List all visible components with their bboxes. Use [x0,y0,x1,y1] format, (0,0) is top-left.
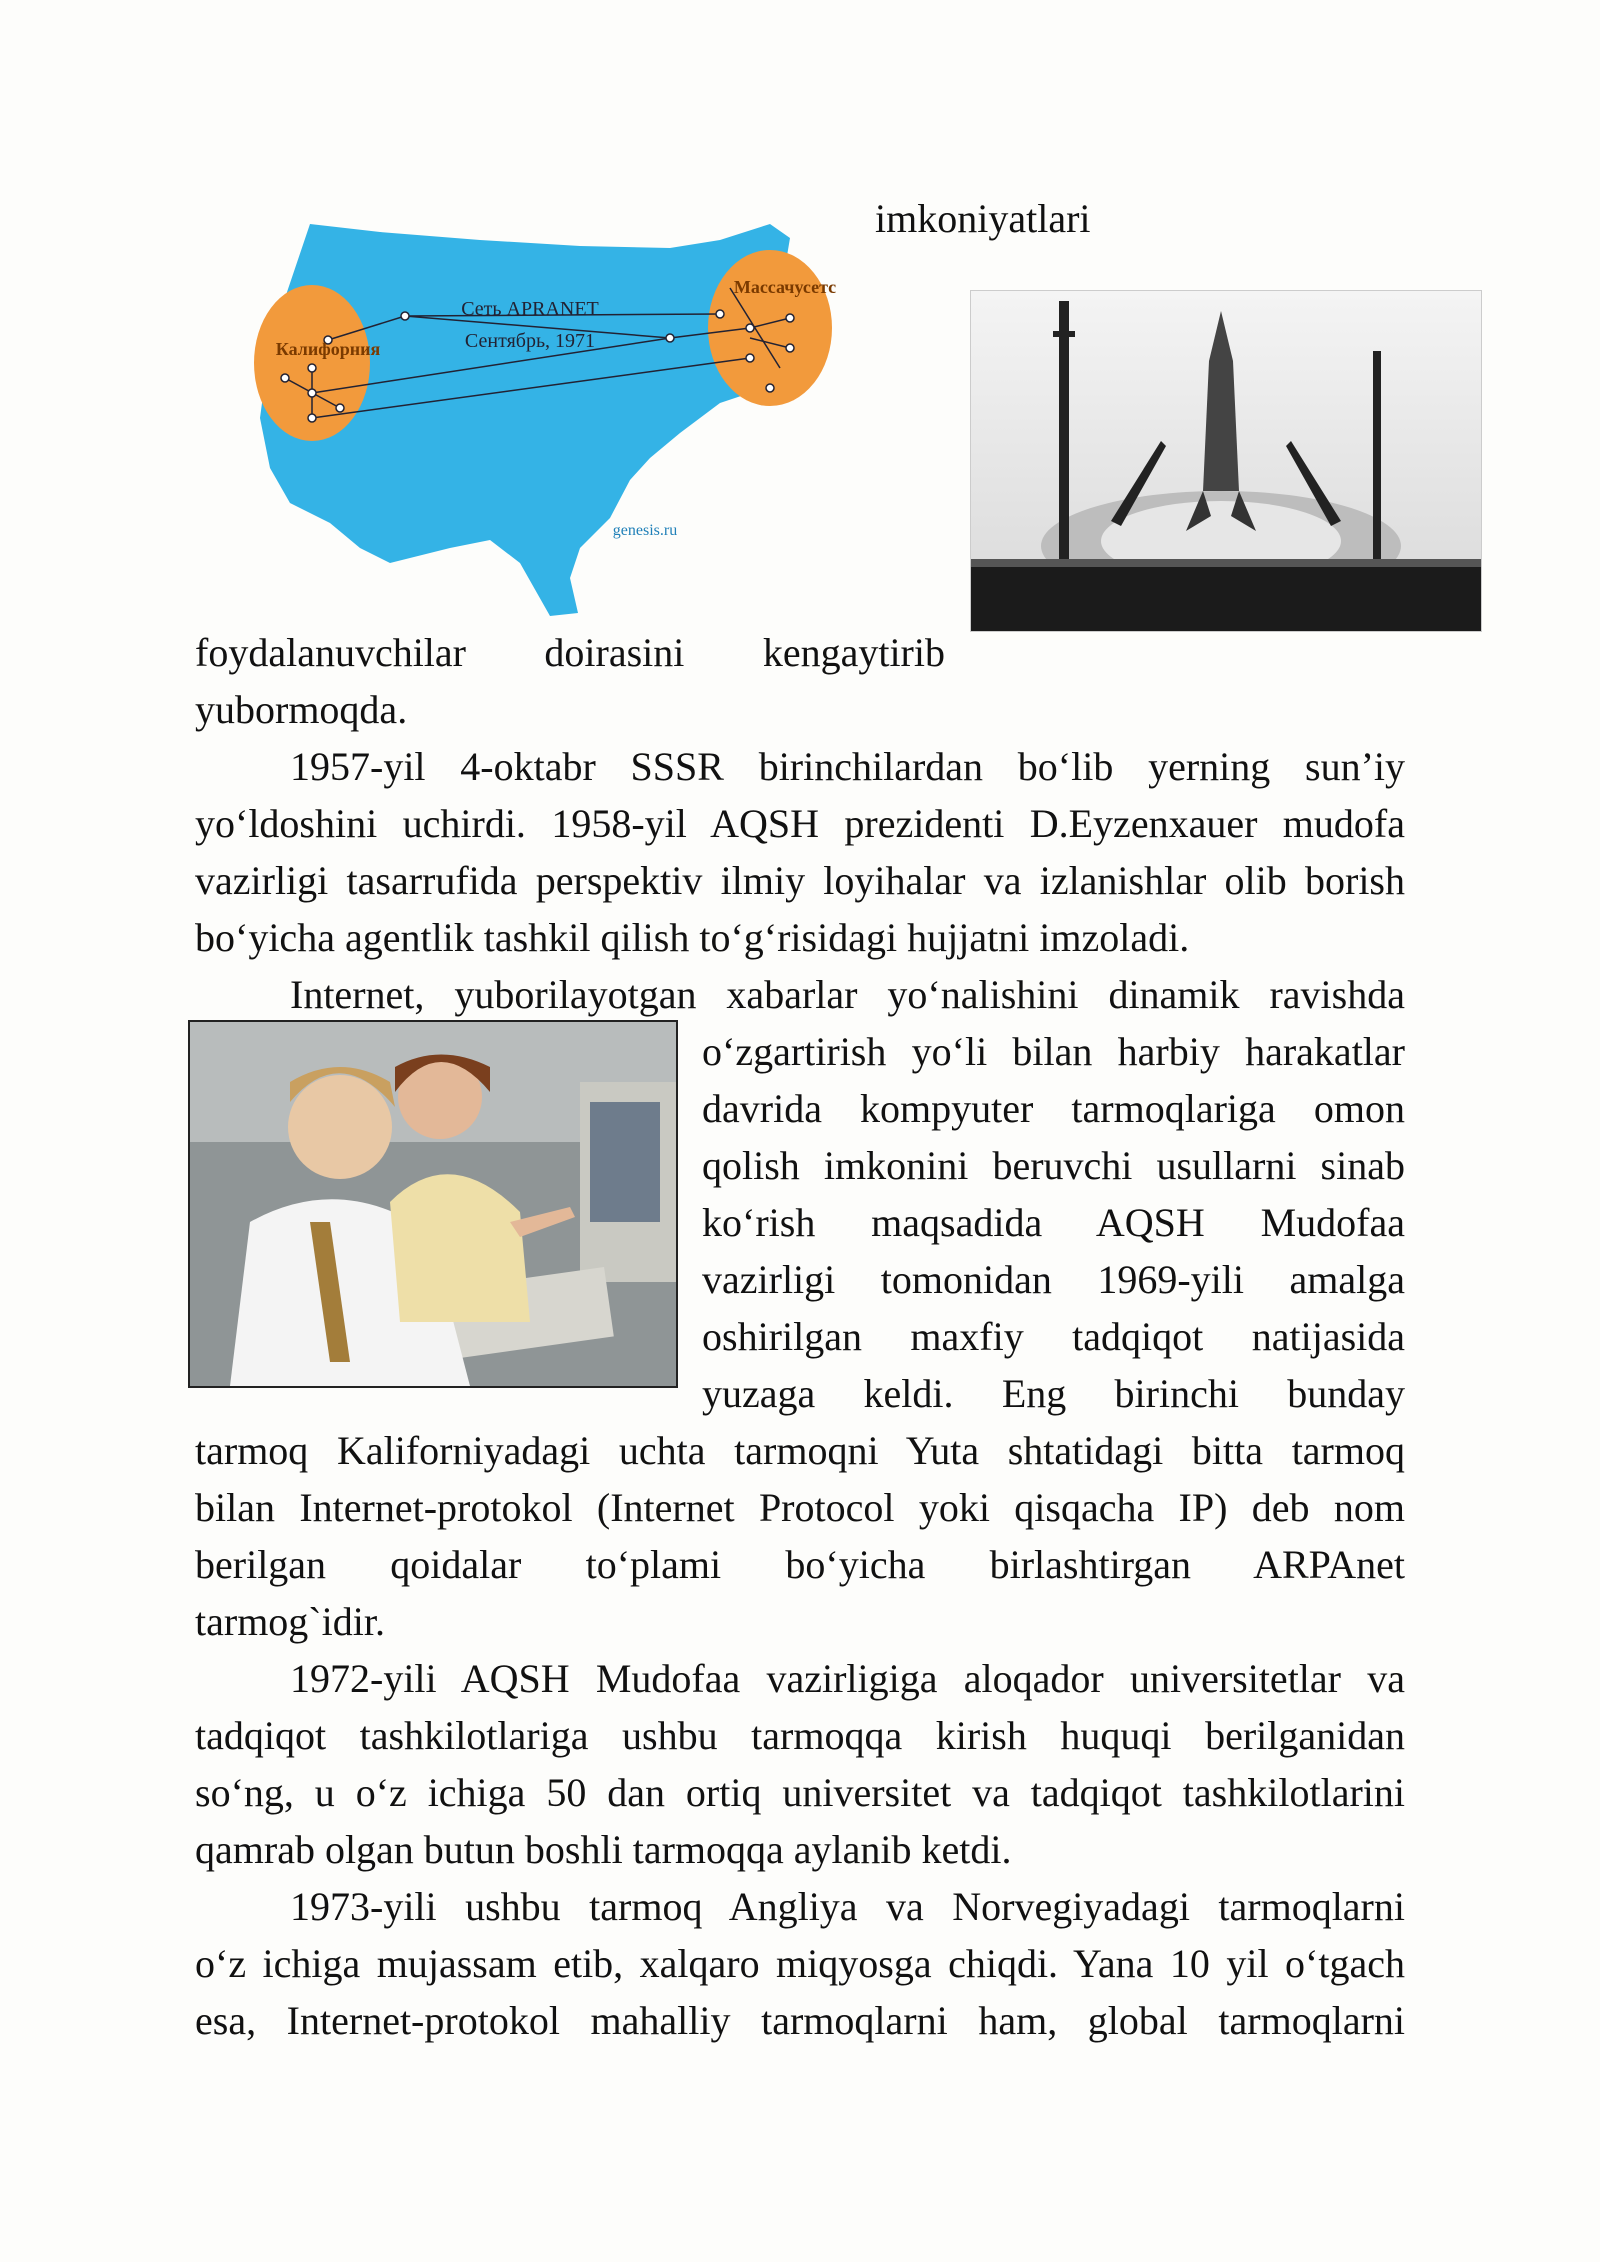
text-line-3: yubormoqda. [195,687,408,732]
text-line-19: tarmog`idir. [195,1599,385,1644]
text-line-20: 1972-yili AQSH Mudofaa vazirligiga aloqador universitetlar va [290,1656,1405,1701]
text-line-12: ko‘rish maqsadida AQSH Mudofaa [702,1200,1405,1245]
students-computer-graphic [190,1022,676,1386]
text-line-6: vazirligi tasarrufida perspektiv ilmiy loyihalar va izlanishlar olib borish [195,858,1405,903]
text-line-2: foydalanuvchilar doirasini kengaytirib [195,630,945,675]
map-watermark: genesis.ru [612,522,678,539]
text-line-26: esa, Internet-protokol mahalliy tarmoqlarni ham, global tarmoqlarni [195,1998,1405,2043]
text-line-16: tarmoq Kaliforniyadagi uchta tarmoqni Yuta shtatidagi bitta tarmoq [195,1428,1405,1473]
arpanet-map-image [250,218,850,623]
text-line-24: 1973-yili ushbu tarmoq Angliya va Norvegiyadagi tarmoqlarni [290,1884,1405,1929]
text-line-8: Internet, yuborilayotgan xabarlar yo‘nalishini dinamik ravishda [290,972,1405,1017]
text-line-14: oshirilgan maxfiy tadqiqot natijasida [702,1314,1405,1359]
text-line-21: tadqiqot tashkilotlariga ushbu tarmoqqa kirish huquqi berilganidan [195,1713,1405,1758]
text-line-25: o‘z ichiga mujassam etib, xalqaro miqyosga chiqdi. Yana 10 yil o‘tgach [195,1941,1405,1986]
text-line-11: qolish imkonini beruvchi usullarni sinab [702,1143,1405,1188]
text-line-15: yuzaga keldi. Eng birinchi bunday [702,1371,1405,1416]
text-line-5: yo‘ldoshini uchirdi. 1958-yil AQSH prezidenti D.Eyzenxauer mudofa [195,801,1405,846]
map-label-california: Калифорния [275,339,381,359]
text-line-17: bilan Internet-protokol (Internet Protocol yoki qisqacha IP) deb nom [195,1485,1405,1530]
students-computer-photo [188,1020,678,1388]
text-line-7: bo‘yicha agentlik tashkil qilish to‘g‘risidagi hujjatni imzoladi. [195,915,1190,960]
rocket-launch-graphic [971,291,1481,631]
text-line-22: so‘ng, u o‘z ichiga 50 dan ortiq universitet va tadqiqot tashkilotlarini [195,1770,1405,1815]
text-line-9: o‘zgartirish yo‘li bilan harbiy harakatlar [702,1029,1405,1074]
text-line-1: imkoniyatlari [875,196,1091,241]
text-line-10: davrida kompyuter tarmoqlariga omon [702,1086,1405,1131]
text-line-18: berilgan qoidalar to‘plami bo‘yicha birlashtirgan ARPAnet [195,1542,1405,1587]
rocket-launch-photo [970,290,1482,632]
map-label-massachusetts: Массачусетс [733,277,837,297]
text-line-13: vazirligi tomonidan 1969-yili amalga [702,1257,1405,1302]
text-line-23: qamrab olgan butun boshli tarmoqqa aylanib ketdi. [195,1827,1012,1872]
map-subtitle: Сентябрь, 1971 [464,330,596,352]
text-line-4: 1957-yil 4-oktabr SSSR birinchilardan bo‘lib yerning sun’iy [290,744,1405,789]
map-title: Сеть APRANET [461,298,599,320]
